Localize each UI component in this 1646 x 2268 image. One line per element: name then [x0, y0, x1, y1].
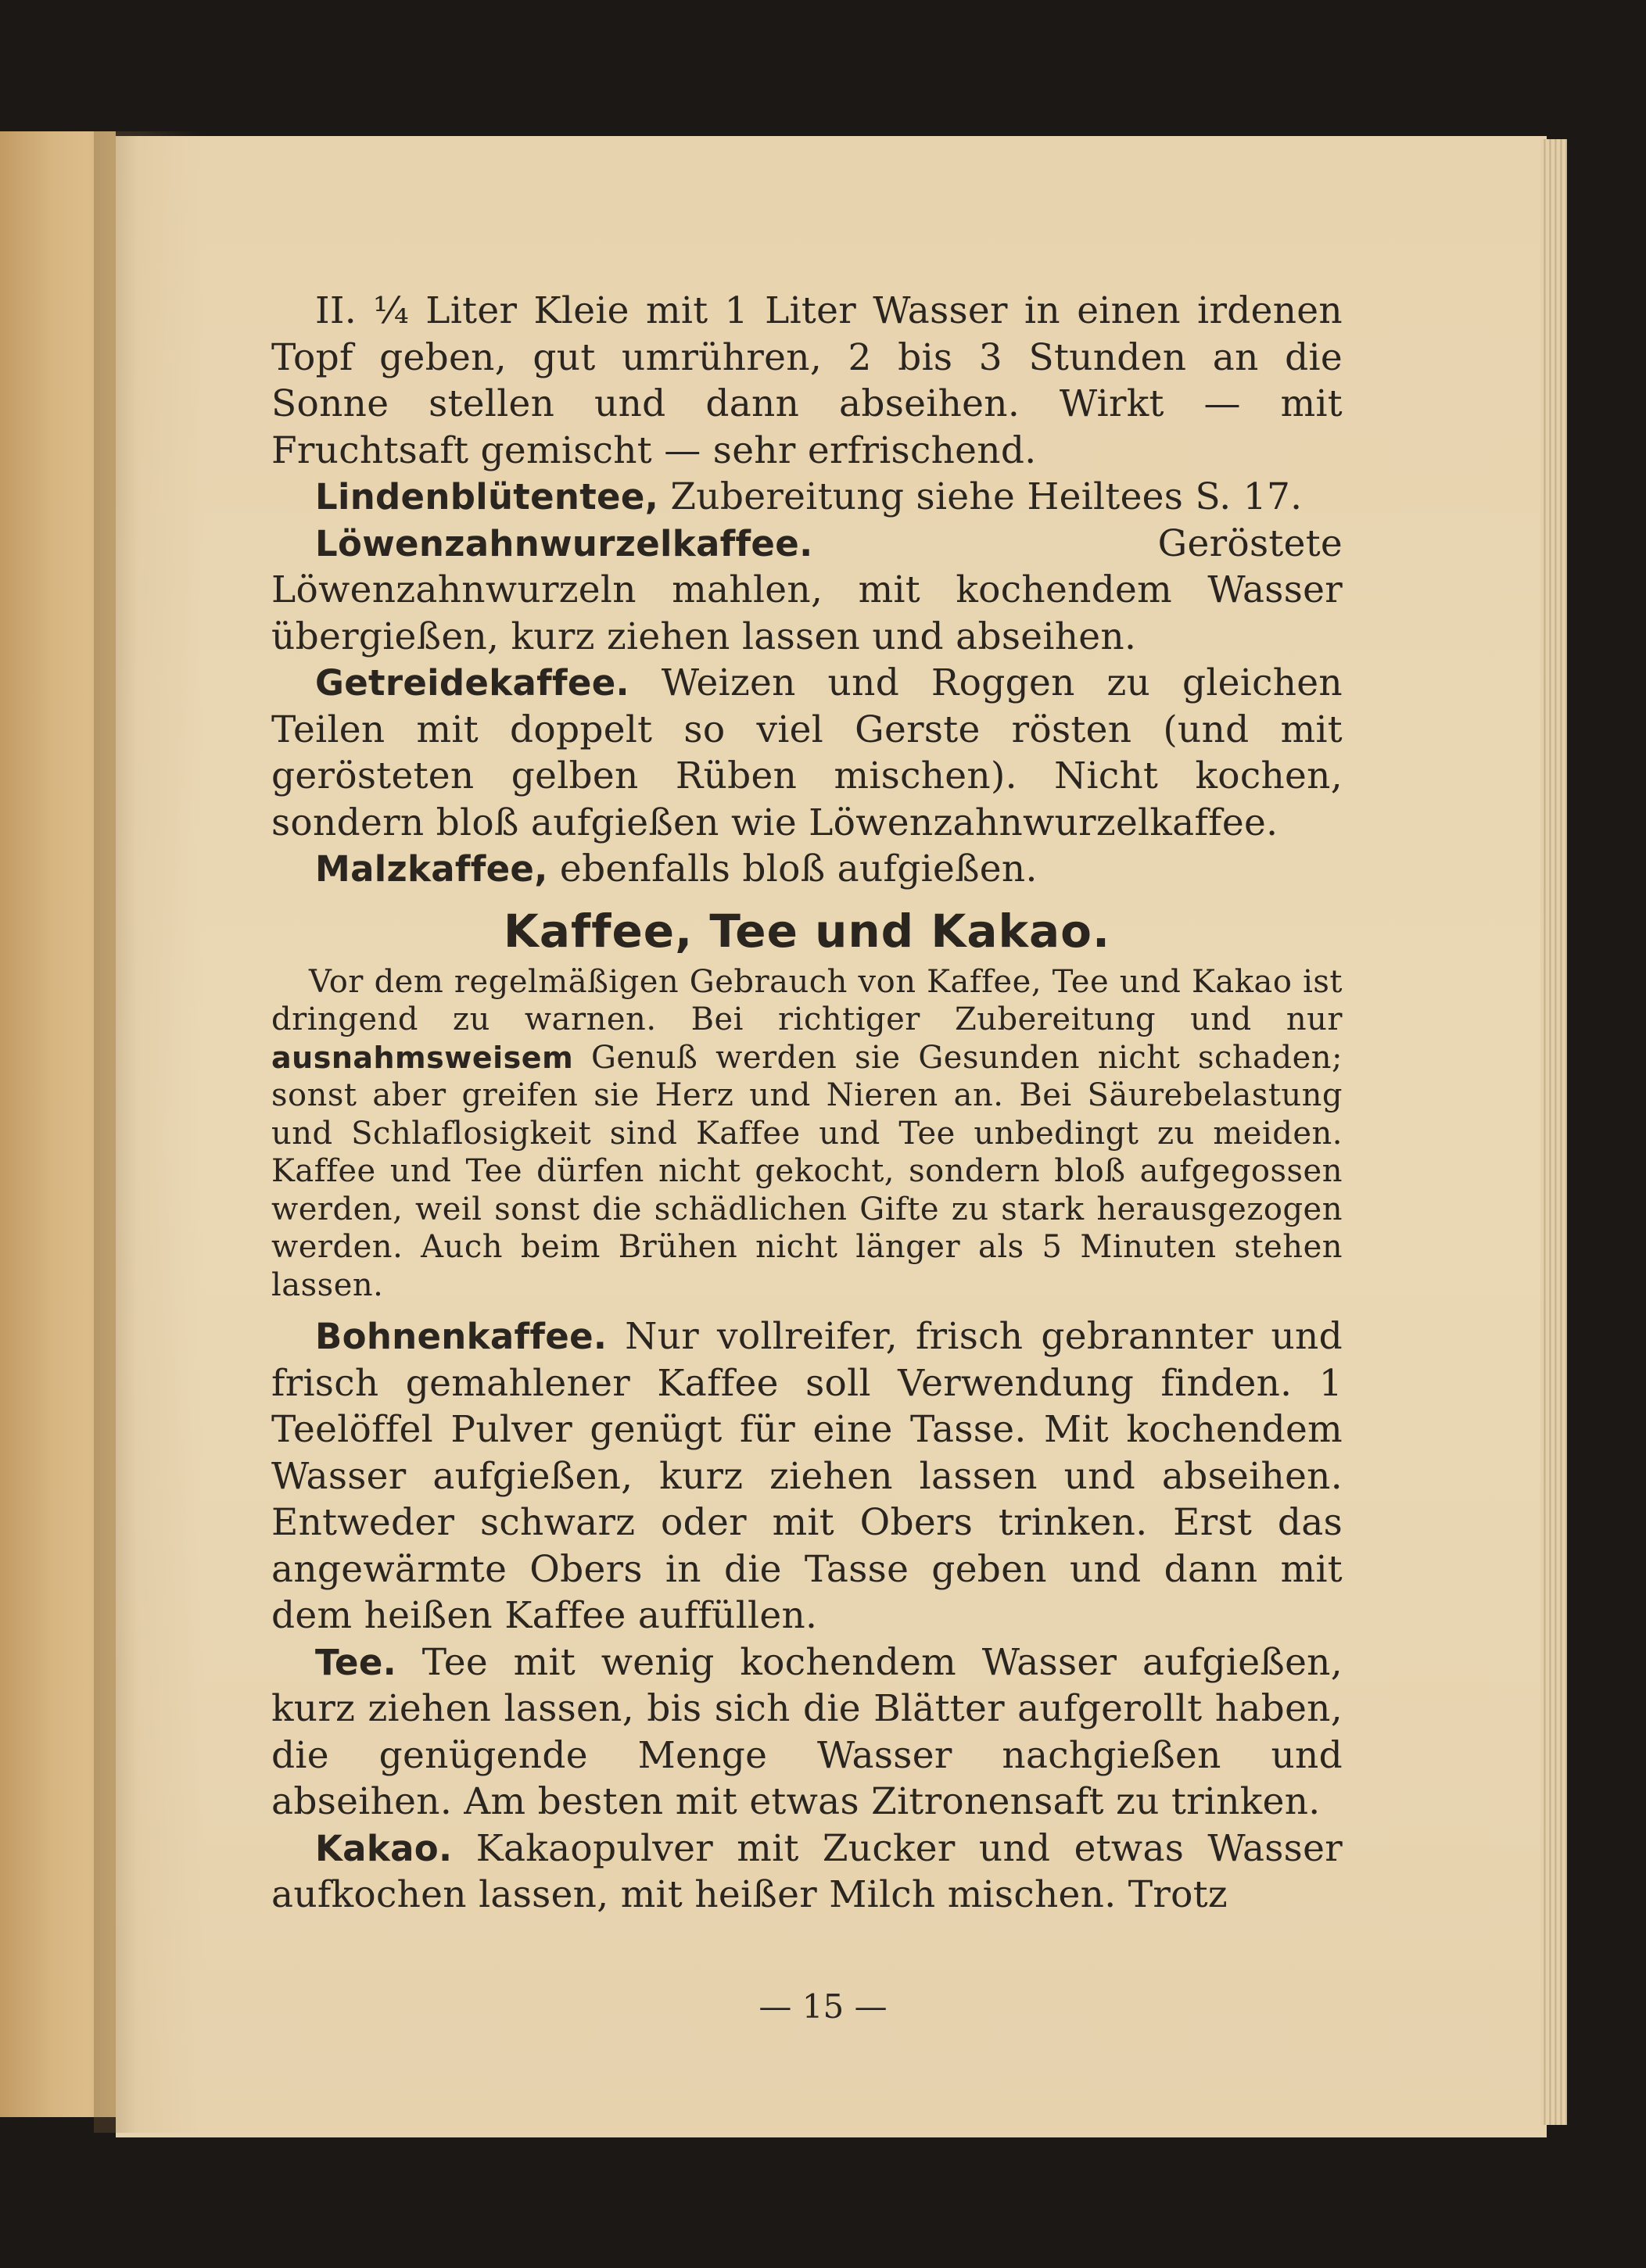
paragraph-loewenzahnwurzelkaffee: [271, 521, 1343, 661]
text-malzkaffee: ebenfalls bloß aufgießen.: [547, 847, 1038, 890]
text-bohnenkaffee: Nur vollreifer, frisch gebrannter und frisch gemahlener Kaffee soll Verwendung finden. 1 Teelöffel Pulver genügt für eine Tasse. Mit kochendem Wasser aufgießen, kurz ziehen lassen und abseihen. Entweder schwarz oder mit Obers trinken. Erst das angewärmte Obers in die Tasse geben und dann mit dem heißen Kaffee auffüllen.: [271, 1315, 1343, 1637]
paragraph-getreidekaffee: [271, 660, 1343, 846]
page-stack-edges: [1540, 139, 1567, 2125]
paragraph-bohnenkaffee: [271, 1313, 1343, 1639]
section-heading: Kaffee, Tee und Kakao.: [503, 904, 1111, 958]
term-bohnenkaffee: Bohnenkaffee.: [315, 1316, 608, 1357]
intro-paragraph: [271, 963, 1343, 1305]
term-getreidekaffee: Getreidekaffee.: [315, 662, 629, 704]
term-malzkaffee: Malzkaffee,: [315, 848, 548, 890]
text-getreidekaffee: Weizen und Roggen zu gleichen Teilen mit doppelt so viel Gerste rösten (und mit gerösteten gelben Rüben mischen). Nicht kochen, sondern bloß aufgießen wie Löwenzahnwurzelkaffee.: [271, 661, 1343, 844]
text-loewenzahnwurzelkaffee: Geröstete Löwenzahnwurzeln mahlen, mit kochendem Wasser übergießen, kurz ziehen lassen und abseihen.: [271, 521, 1343, 658]
gutter-shadow: [94, 131, 203, 2133]
paragraph-kakao: [271, 1826, 1343, 1919]
intro-text-after: Genuß werden sie Gesunden nicht schaden; sonst aber greifen sie Herz und Nieren an. Bei Säurebelastung und Schlaflosigkeit sind Kaffee und Tee unbedingt zu meiden. Kaffee und Tee dürfen nicht gekocht, sondern bloß aufgegossen werden, weil sonst die schädlichen Gifte zu stark herausgezogen werden. Auch beim Brühen nicht länger als 5 Minuten stehen lassen.: [271, 1039, 1343, 1303]
page-number: — 15 —: [758, 1987, 888, 2026]
term-loewenzahnwurzelkaffee: Löwenzahnwurzelkaffee.: [315, 522, 813, 564]
text-tee: Tee mit wenig kochendem Wasser aufgießen, kurz ziehen lassen, bis sich die Blätter aufgerollt haben, die genügende Menge Wasser nachgießen und abseihen. Am besten mit etwas Zitronensaft zu trinken.: [271, 1640, 1343, 1823]
paragraph-lindenbluetentee: [271, 474, 1343, 521]
paragraph-tee: [271, 1639, 1343, 1826]
text-lindenbluetentee: Zubereitung siehe Heiltees S. 17.: [658, 475, 1303, 518]
paragraph-kleie: II. ¼ Liter Kleie mit 1 Liter Wasser in einen irdenen Topf geben, gut umrühren, 2 bis 3 Stunden an die Sonne stellen und dann abseihen. Wirkt — mit Fruchtsaft gemischt — sehr erfrischend.: [271, 289, 1343, 472]
intro-text-before: Vor dem regelmäßigen Gebrauch von Kaffee, Tee und Kakao ist dringend zu warnen. Bei richtiger Zubereitung und nur: [271, 963, 1343, 1037]
term-kakao: Kakao.: [315, 1827, 453, 1869]
term-lindenbluetentee: Lindenblütentee,: [315, 476, 659, 518]
page-text: [271, 288, 1343, 1919]
text-kakao: Kakaopulver mit Zucker und etwas Wasser aufkochen lassen, mit heißer Milch mischen. Trotz: [271, 1826, 1343, 1916]
paragraph-malzkaffee: [271, 846, 1343, 893]
term-tee: Tee.: [315, 1641, 397, 1683]
intro-emphasis: ausnahmsweisem: [271, 1040, 574, 1075]
